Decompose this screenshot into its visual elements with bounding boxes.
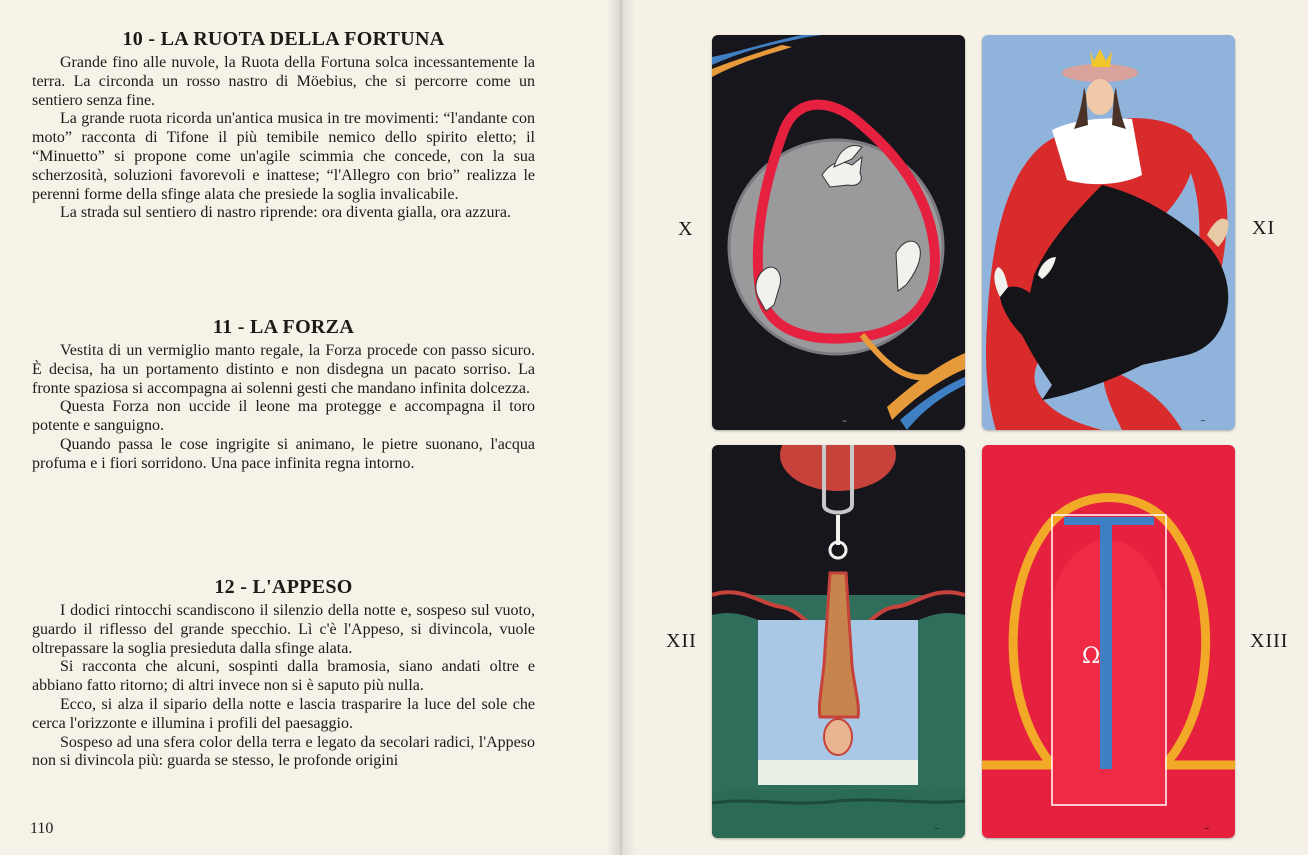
- section-ruota-della-fortuna: [32, 28, 535, 223]
- tarot-card-strength: [982, 35, 1235, 430]
- tarot-card-omega: [982, 445, 1235, 838]
- book-gutter: [606, 0, 636, 855]
- omega-illustration: [982, 445, 1235, 838]
- section-title: 12 - L'APPESO: [214, 576, 353, 598]
- card-numeral-xii: XII: [666, 630, 697, 652]
- tarot-card-wheel-of-fortune: [712, 35, 965, 430]
- wheel-illustration: [712, 35, 965, 430]
- section-title: 10 - LA RUOTA DELLA FORTUNA: [122, 28, 445, 50]
- paragraph: Ecco, si alza il sipario della notte e lascia trasparire la luce del sole che cerca l'orizzonte e illumina i profili del paesaggio.: [32, 695, 535, 732]
- left-page: [0, 0, 620, 855]
- strength-illustration: [982, 35, 1235, 430]
- svg-text:~: ~: [1200, 417, 1206, 425]
- paragraph: Questa Forza non uccide il leone ma protegge e accompagna il toro potente e sanguigno.: [32, 398, 535, 435]
- svg-text:~: ~: [842, 418, 848, 425]
- paragraph: Si racconta che alcuni, sospinti dalla bramosia, siano andati oltre e abbiano fatto ritorno; di altri invece non si è saputo più nulla.: [32, 658, 535, 695]
- omega-glyph: Ω: [1082, 644, 1101, 669]
- section-la-forza: [32, 316, 535, 474]
- paragraph: Sospeso ad una sfera color della terra e legato da secolari radici, l'Appeso non si divincola più: guarda se stesso, le profonde origini: [32, 733, 535, 770]
- paragraph: Vestita di un vermiglio manto regale, la Forza procede con passo sicuro. È decisa, ha un portamento distinto e non disdegna un pacato sorriso. La fronte spaziosa si accompagna ai solenni gesti che mandano infinita dolcezza.: [32, 342, 535, 397]
- card-numeral-xiii: XIII: [1250, 630, 1289, 652]
- page-number: 110: [30, 820, 54, 837]
- svg-text:~: ~: [934, 825, 940, 833]
- paragraph: Grande fino alle nuvole, la Ruota della Fortuna solca incessantemente la terra. La circonda un rosso nastro di Möebius, che si percorre come un sentiero senza fine.: [32, 54, 535, 109]
- card-numeral-x: X: [678, 218, 694, 240]
- hanged-man-illustration: [712, 445, 965, 838]
- svg-text:~: ~: [1204, 825, 1210, 833]
- paragraph: I dodici rintocchi scandiscono il silenzio della notte e, sospeso sul vuoto, guardo il riflesso del grande specchio. Lì c'è l'Appeso, si divincola, vuole oltrepassare la soglia presieduta dalla sfinge alata.: [32, 602, 535, 657]
- paragraph: La grande ruota ricorda un'antica musica in tre movimenti: “l'andante con moto” racconta di Tifone il più temibile nemico dello spirito eletto; il “Minuetto” si propone come un'agile scimmia che concede, con la sua scherzosità, soluzioni favorevoli e inattese; “l'Allegro con brio” realizza le perenni forme della sfinge alata che presiede la soglia invalicabile.: [32, 110, 535, 203]
- right-page: [620, 0, 1308, 855]
- paragraph: La strada sul sentiero di nastro riprende: ora diventa gialla, ora azzura.: [60, 204, 511, 222]
- section-title: 11 - LA FORZA: [212, 316, 355, 338]
- section-l-appeso: [32, 576, 535, 771]
- paragraph: Quando passa le cose ingrigite si animano, le pietre suonano, l'acqua profuma e i fiori sorridono. Una pace infinita regna intorno.: [32, 435, 535, 472]
- card-numeral-xi: XI: [1252, 217, 1276, 239]
- tarot-card-hanged-man: [712, 445, 965, 838]
